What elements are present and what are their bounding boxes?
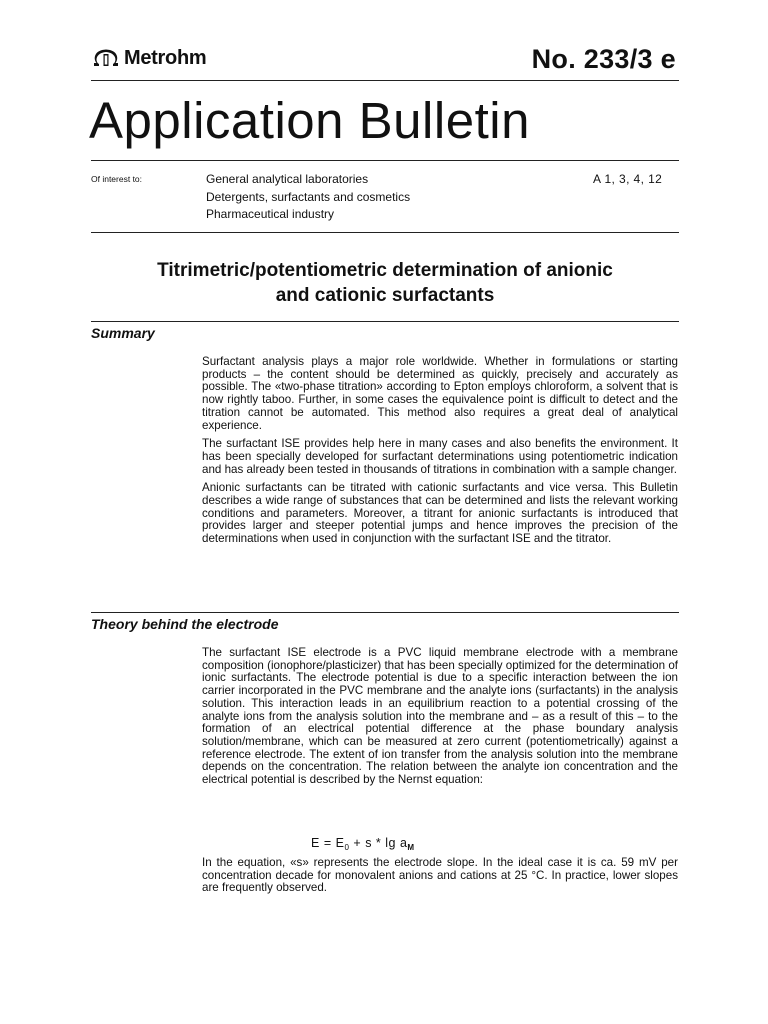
header-divider bbox=[91, 80, 679, 81]
brand-name: Metrohm bbox=[124, 47, 207, 69]
summary-paragraph: Surfactant analysis plays a major role worldwide. Whether in formulations or starting products – the content should be determined as quickly, precisely and accurately as possible. The «two-phase titration» according to Epton employs chloroform, a solvent that is now rightly taboo. Further, in some cases the equivalence point is difficult to detect and the titration cannot be automated. This method also requires a great deal of analytical experience. bbox=[202, 355, 678, 432]
equation-term: s * lg a bbox=[365, 836, 408, 850]
metrohm-omega-logo-icon bbox=[91, 48, 121, 68]
interest-list bbox=[206, 171, 410, 224]
theory-body bbox=[202, 647, 678, 793]
equation-term: E bbox=[335, 836, 345, 850]
application-code: A 1, 3, 4, 12 bbox=[593, 172, 663, 186]
bulletin-number: No. 233/3 e bbox=[531, 44, 676, 74]
theory-body-2 bbox=[202, 857, 678, 901]
interest-label: Of interest to: bbox=[91, 174, 143, 184]
metrohm-logo bbox=[91, 47, 206, 69]
article-title-line: and cationic surfactants bbox=[275, 285, 495, 306]
equation-operator: = bbox=[323, 836, 332, 850]
interest-item: Detergents, surfactants and cosmetics bbox=[206, 189, 411, 204]
summary-divider bbox=[91, 612, 679, 613]
interest-item: Pharmaceutical industry bbox=[206, 207, 335, 222]
interest-divider bbox=[91, 232, 679, 233]
theory-paragraph: In the equation, «s» represents the electrode slope. In the ideal case it is ca. 59 mV per concentration decade for monovalent anions and cations at 25 °C. In practice, lower slopes are frequently observed. bbox=[202, 856, 678, 895]
article-title bbox=[91, 258, 679, 308]
equation-operator: + bbox=[353, 836, 362, 850]
summary-paragraph: Anionic surfactants can be titrated with cationic surfactants and vice versa. This Bulletin describes a wide range of substances that can be determined and lists the relevant working conditions and parameters. Moreover, a titrant for anionic surfactants is introduced that provides larger and steeper potential jumps and hence improves the precision of the determinations when used in conjunction with the surfactant ISE and the titrator. bbox=[202, 481, 678, 546]
theory-paragraph: The surfactant ISE electrode is a PVC liquid membrane electrode with a membrane composition (ionophore/plasticizer) that has been specially optimized for the determination of ionic surfactants. The electrode potential is due to a specific interaction between the ion carrier incorporated in the PVC membrane and the analyte ions (surfactants) in the analysis solution. This interaction leads in an equilibrium reaction to a potential crossing of the analyte ions from the analysis solution into the membrane and – as a result of this – to the formation of an electrical potential difference at the phase boundary analysis solution/membrane, which can be measured at zero current (potentiometrically) against a reference electrode. The extent of ion transfer from the analysis solution into the membrane depends on the concentration. The relation between the analyte ion concentration and the electrical potential is described by the Nernst equation: bbox=[202, 646, 678, 787]
equation-subscript: 0 bbox=[344, 843, 350, 852]
interest-item: General analytical laboratories bbox=[206, 172, 369, 186]
equation-term: E bbox=[311, 836, 320, 850]
summary-heading: Summary bbox=[91, 325, 155, 341]
summary-paragraph: The surfactant ISE provides help here in many cases and also benefits the environment. It has been specially developed for surfactant determinations using potentiometric indication and has already been tested in thousands of titrations in combination with a sample changer. bbox=[202, 437, 678, 476]
title-divider bbox=[91, 160, 679, 161]
page-title: Application Bulletin bbox=[89, 92, 530, 149]
nernst-equation bbox=[311, 835, 415, 856]
article-title-line: Titrimetric/potentiometric determination of anionic bbox=[157, 260, 613, 281]
theory-heading: Theory behind the electrode bbox=[91, 616, 279, 632]
article-title-divider bbox=[91, 321, 679, 322]
equation-subscript: M bbox=[407, 843, 415, 852]
summary-body bbox=[202, 356, 678, 552]
